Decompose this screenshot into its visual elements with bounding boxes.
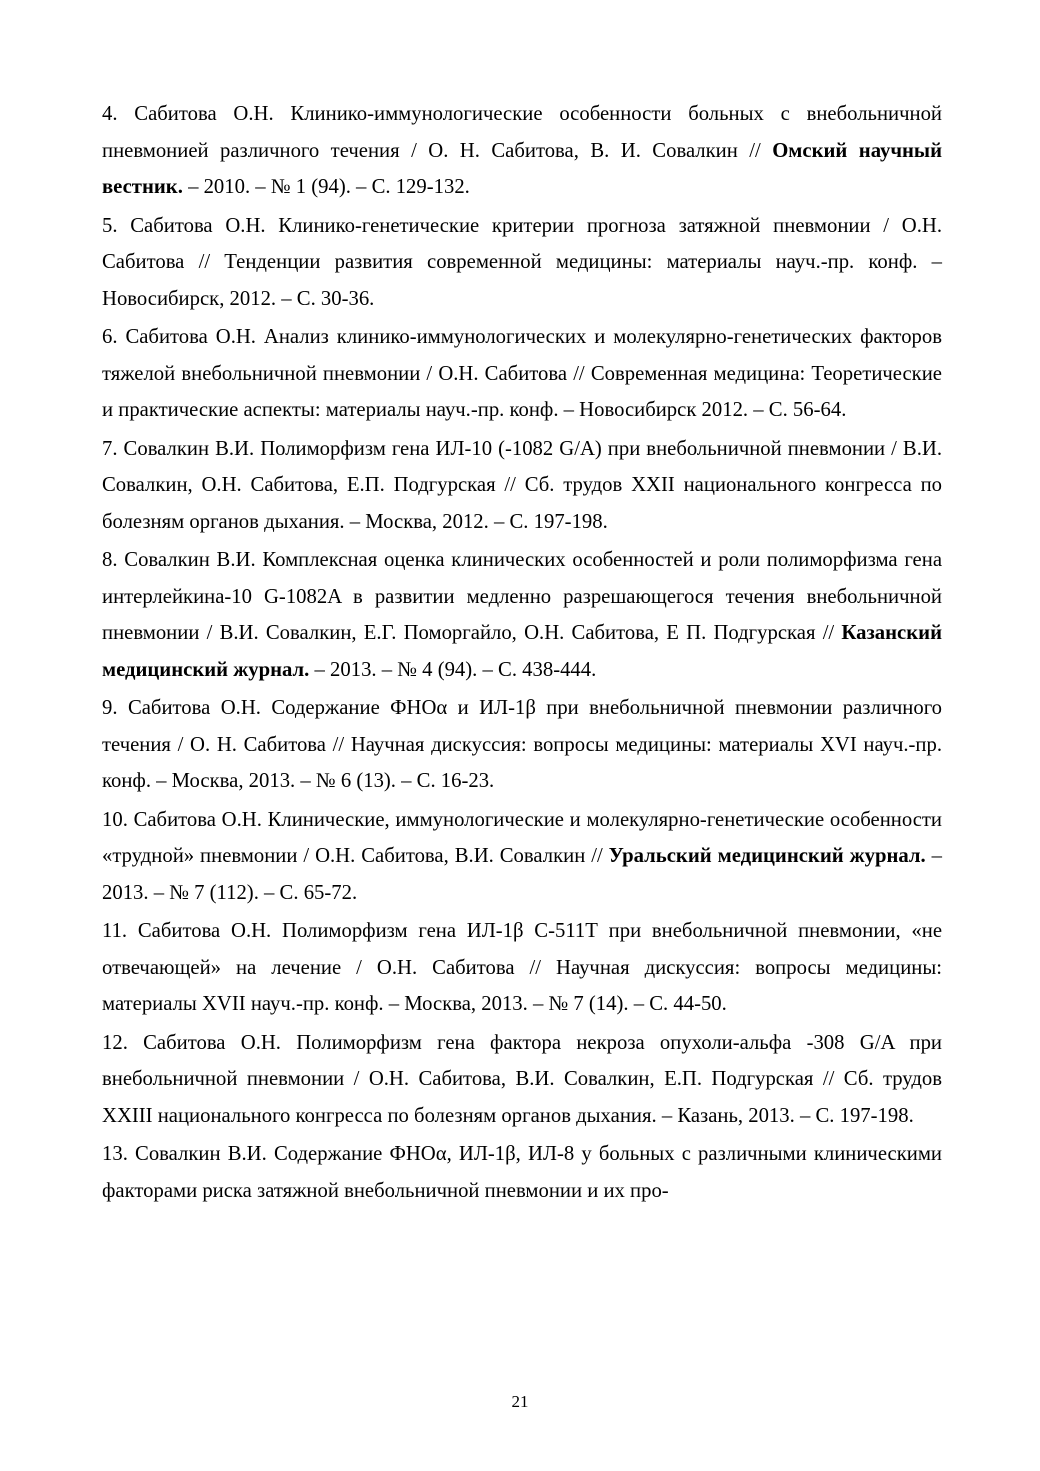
reference-text: Совалкин В.И. Полиморфизм гена ИЛ-10 (-1082 G/A) при внебольничной пневмонии / В.И. Совалкин, О.Н. Сабитова, Е.П. Подгурская // Сб. трудов XXII национального конгресса по болезням органов дыхания. – Москва, 2012. – С. 197-198. bbox=[102, 437, 942, 533]
reference-number: 5. bbox=[102, 214, 118, 237]
journal-title: Казанский медицинский журнал. bbox=[102, 622, 942, 681]
reference-number: 11. bbox=[102, 920, 128, 942]
reference-details: – 2010. – № 1 (94). – С. 129-132. bbox=[182, 176, 470, 198]
reference-text: Сабитова О.Н. Клинические, иммунологические и молекулярно-генетические особенности «трудной» пневмонии / О.Н. Сабитова, В.И. Совалкин // bbox=[102, 808, 942, 867]
reference-text: Сабитова О.Н. Клинико-генетические критерии прогноза затяжной пневмонии / О.Н. Сабитова // Тенденции развития современной медицины: материалы науч.-пр. конф. – Новосибирск, 2012. – С. 30-36. bbox=[102, 214, 942, 310]
reference-text: Сабитова О.Н. Полиморфизм гена фактора некроза опухоли-альфа -308 G/A при внебольничной пневмонии / О.Н. Сабитова, В.И. Совалкин, Е.П. Подгурская // Сб. трудов XXIII национального конгресса по болезням органов дыхания. – Казань, 2013. – С. 197-198. bbox=[102, 1031, 942, 1127]
reference-text: Совалкин В.И. Комплексная оценка клинических особенностей и роли полиморфизма гена интерлейкина-10 G-1082A в развитии медленно разрешающегося течения внебольничной пневмонии / В.И. Совалкин, Е.Г. Поморгайло, О.Н. Сабитова, Е П. Подгурская // bbox=[102, 549, 942, 644]
reference-number: 4. bbox=[102, 103, 118, 125]
reference-item-4 bbox=[102, 96, 942, 206]
reference-text: Сабитова О.Н. Полиморфизм гена ИЛ-1β С-511Т при внебольничной пневмонии, «не отвечающей» на лечение / О.Н. Сабитова // Научная дискуссия: вопросы медицины: материалы XVII науч.-пр. конф. – Москва, 2013. – № 7 (14). – С. 44-50. bbox=[102, 920, 943, 1015]
page-number: 21 bbox=[511, 1392, 529, 1411]
reference-details: – 2013. – № 7 (112). – С. 65-72. bbox=[102, 845, 943, 904]
reference-item-6 bbox=[102, 319, 942, 429]
journal-title: Уральский медицинский журнал. bbox=[608, 845, 926, 867]
reference-item-10 bbox=[102, 802, 942, 912]
reference-item-7 bbox=[102, 431, 942, 541]
reference-item-5 bbox=[102, 208, 942, 318]
reference-text: Совалкин В.И. Содержание ФНОα, ИЛ-1β, ИЛ-8 у больных с различными клиническими факторами риска затяжной внебольничной пневмонии и их про- bbox=[102, 1143, 942, 1202]
reference-item-13 bbox=[102, 1136, 942, 1209]
reference-number: 13. bbox=[102, 1143, 128, 1165]
reference-number: 8. bbox=[102, 549, 118, 571]
reference-text: Сабитова О.Н. Клинико-иммунологические особенности больных с внебольничной пневмонией различного течения / О. Н. Сабитова, В. И. Совалкин // bbox=[102, 103, 942, 162]
reference-list bbox=[102, 96, 942, 1211]
reference-number: 10. bbox=[102, 808, 128, 831]
reference-number: 7. bbox=[102, 437, 118, 460]
reference-item-9 bbox=[102, 690, 942, 800]
reference-details: – 2013. – № 4 (94). – С. 438-444. bbox=[309, 658, 597, 681]
reference-number: 9. bbox=[102, 697, 118, 719]
reference-number: 6. bbox=[102, 326, 118, 348]
reference-item-8 bbox=[102, 542, 942, 688]
reference-number: 12. bbox=[102, 1031, 128, 1054]
reference-item-11 bbox=[102, 913, 942, 1023]
reference-item-12 bbox=[102, 1025, 942, 1135]
journal-title: Омский научный вестник. bbox=[102, 139, 942, 198]
reference-text: Сабитова О.Н. Содержание ФНОα и ИЛ-1β при внебольничной пневмонии различного течения / О. Н. Сабитова // Научная дискуссия: вопросы медицины: материалы XVI науч.-пр. конф. – Москва, 2013. – № 6 (13). – С. 16-23. bbox=[102, 697, 943, 792]
reference-text: Сабитова О.Н. Анализ клинико-иммунологических и молекулярно-генетических факторов тяжелой внебольничной пневмонии / О.Н. Сабитова // Современная медицина: Теоретические и практические аспекты: материалы науч.-пр. конф. – Новосибирск 2012. – С. 56-64. bbox=[102, 326, 942, 421]
